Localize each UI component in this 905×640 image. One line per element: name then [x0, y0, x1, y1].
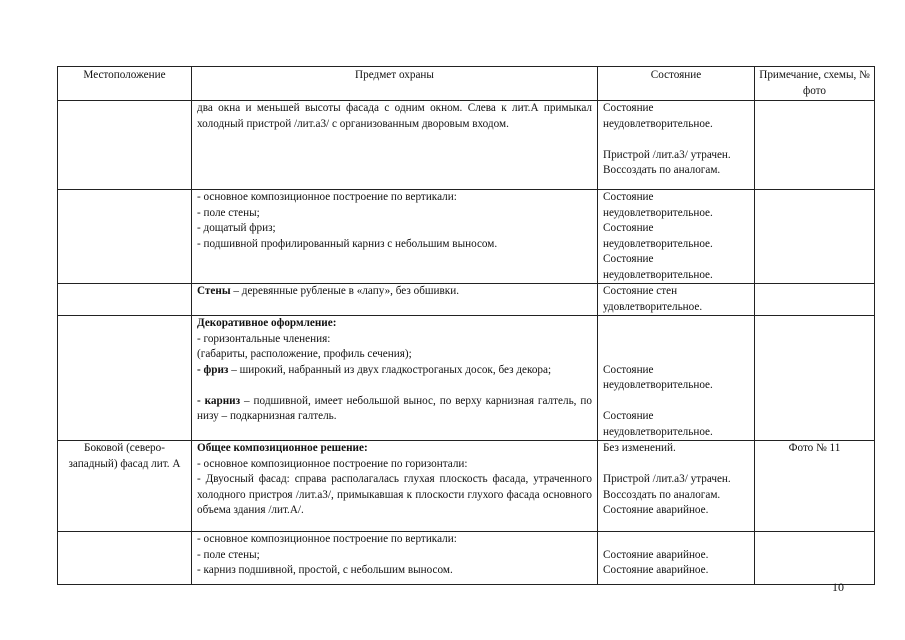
header-note: Примечание, схемы, № фото: [755, 67, 875, 101]
subject-line: - основное композиционное построение по вертикали:: [197, 533, 457, 545]
table-row: [58, 316, 875, 441]
subject-cell: [192, 190, 598, 284]
condition-text: Без изменений.: [603, 442, 676, 454]
condition-cell: [598, 532, 755, 585]
subject-line: - карниз подшивной, простой, с небольшим выносом.: [197, 564, 453, 576]
subject-cell: [192, 101, 598, 190]
note-cell: [755, 532, 875, 585]
subject-cell: [192, 441, 598, 532]
note-cell: [755, 101, 875, 190]
condition-text: Состояние стен удовлетворительное.: [603, 285, 703, 313]
table-row: [58, 190, 875, 284]
subject-line: (габариты, расположение, профиль сечения);: [197, 348, 412, 360]
subject-bold-term: Стены: [197, 285, 231, 297]
subject-line: [197, 363, 592, 379]
subject-line: - поле стены;: [197, 548, 260, 561]
subject-line: - основное композиционное построение по вертикали:: [197, 191, 457, 203]
condition-text: Пристрой /лит.а3/ утрачен. Воссоздать по аналогам.: [603, 148, 731, 176]
condition-cell: [598, 316, 755, 441]
header-location: Местоположение: [58, 67, 192, 101]
note-cell: [755, 190, 875, 284]
location-cell: [58, 532, 192, 585]
table-header-row: [58, 67, 875, 101]
protection-table: [57, 66, 875, 585]
subject-line: - горизонтальные членения:: [197, 332, 331, 345]
subject-line: - основное композиционное построение по горизонтали:: [197, 457, 468, 470]
cornice-text: – подшивной, имеет небольшой вынос, по верху карнизная галтель, по низу – подкарнизная галтель.: [197, 394, 592, 422]
condition-text: Состояние неудовлетворительное.: [603, 363, 713, 391]
frieze-term: - фриз: [197, 363, 229, 376]
subject-text: – деревянные рубленые в «лапу», без обшивки.: [230, 285, 460, 297]
condition-cell: [598, 441, 755, 532]
table-row: [58, 284, 875, 316]
frieze-text: – широкий, набранный из двух гладкостроганых досок, без декора;: [228, 363, 552, 376]
condition-cell: [598, 101, 755, 190]
condition-cell: [598, 190, 755, 284]
condition-text: Пристрой /лит.а3/ утрачен. Воссоздать по аналогам.: [603, 473, 731, 501]
condition-text: Состояние неудовлетворительное.: [603, 253, 713, 281]
location-cell: [58, 316, 192, 441]
note-cell: [755, 316, 875, 441]
condition-cell: [598, 284, 755, 316]
section-heading: Общее композиционное решение:: [197, 442, 368, 454]
subject-cell: [192, 532, 598, 585]
header-subject: Предмет охраны: [192, 67, 598, 101]
condition-text: Состояние неудовлетворительное.: [603, 222, 713, 250]
location-cell: Боковой (северо-западный) фасад лит. А: [58, 441, 192, 532]
condition-text: Состояние аварийное.: [603, 564, 709, 576]
cornice-term: - карниз: [197, 394, 241, 407]
condition-text: Состояние неудовлетворительное.: [603, 102, 713, 130]
page-number: 10: [832, 580, 844, 594]
table-row: [58, 441, 875, 532]
table-row: [58, 532, 875, 585]
subject-line: - Двуосный фасад: справа располагалась глухая плоскость фасада, утраченного холодного пристроя /лит.а3/, примыкавшая к плоскости глухого фасада основного объема здания /лит.А/.: [197, 473, 592, 516]
table-row: [58, 101, 875, 190]
location-cell: [58, 284, 192, 316]
subject-cell: [192, 316, 598, 441]
header-condition: Состояние: [598, 67, 755, 101]
section-heading: Декоративное оформление:: [197, 317, 337, 329]
subject-cell: [192, 284, 598, 316]
subject-line: - дощатый фриз;: [197, 222, 276, 234]
subject-line: - поле стены;: [197, 206, 260, 219]
condition-text: Состояние аварийное.: [603, 548, 709, 561]
note-cell: [755, 284, 875, 316]
condition-text: Состояние аварийное.: [603, 504, 709, 516]
note-cell: Фото № 11: [755, 441, 875, 532]
subject-text: два окна и меньшей высоты фасада с одним окном. Слева к лит.А примыкал холодный пристрой /лит.а3/ с организованным дворовым входом.: [197, 102, 592, 130]
condition-text: Состояние неудовлетворительное.: [603, 410, 713, 438]
location-cell: [58, 190, 192, 284]
subject-line: [197, 394, 592, 425]
condition-text: Состояние неудовлетворительное.: [603, 191, 713, 219]
location-cell: [58, 101, 192, 190]
subject-line: - подшивной профилированный карниз с небольшим выносом.: [197, 237, 498, 250]
